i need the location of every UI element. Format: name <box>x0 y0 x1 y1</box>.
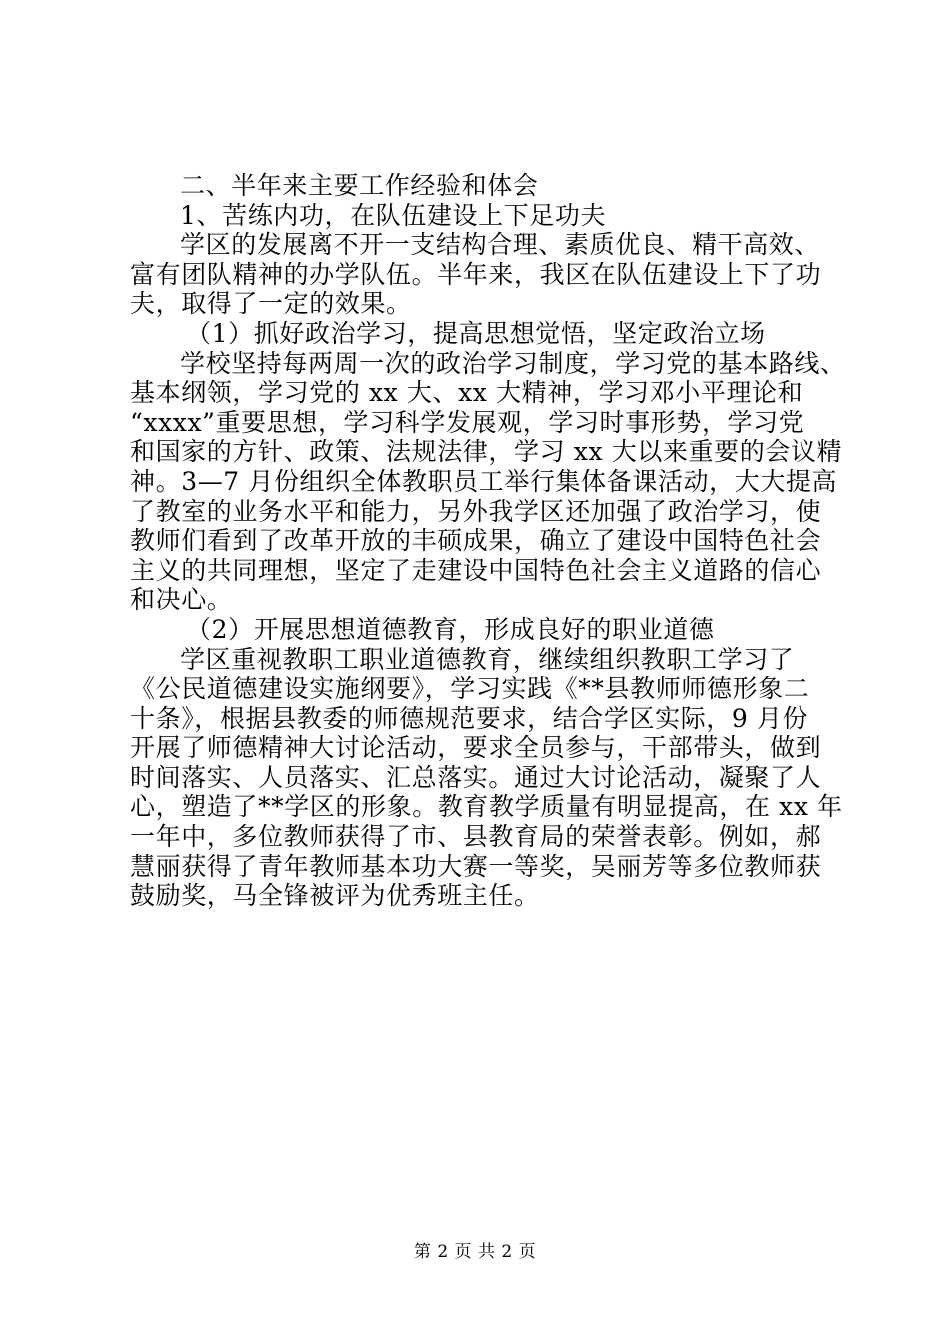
text-line: 一年中，多位教师获得了市、县教育局的荣誉表彰。例如，郝 <box>130 822 822 852</box>
text-line: 开展了师德精神大讨论活动，要求全员参与，干部带头，做到 <box>130 733 822 763</box>
text-line: 学校坚持每两周一次的政治学习制度，学习党的基本路线、 <box>180 348 846 378</box>
text-line: 学区的发展离不开一支结构合理、素质优良、精干高效、 <box>180 230 821 260</box>
text-line: 和国家的方针、政策、法规法律，学习 xx 大以来重要的会议精 <box>130 437 843 467</box>
item-heading: （2）开展思想道德教育，形成良好的职业道德 <box>186 614 715 644</box>
page-number-footer: 第 2 页 共 2 页 <box>413 1242 537 1262</box>
text-line: 十条》，根据县教委的师德规范要求，结合学区实际，9 月份 <box>130 703 809 733</box>
paragraph <box>130 348 846 615</box>
paragraph <box>130 644 843 911</box>
document-body <box>130 171 846 911</box>
section-heading: 二、半年来主要工作经验和体会 <box>180 171 539 200</box>
text-line: 时间落实、人员落实、汇总落实。通过大讨论活动，凝聚了人 <box>130 762 822 792</box>
text-line: 和决心。 <box>130 585 233 615</box>
text-line: 学区重视教职工职业道德教育，继续组织教职工学习了 <box>180 644 795 674</box>
item-heading: （1）抓好政治学习，提高思想觉悟，坚定政治立场 <box>186 318 766 348</box>
text-line: 心，塑造了**学区的形象。教育教学质量有明显提高，在 xx 年 <box>130 792 843 822</box>
text-line: 鼓励奖，马全锋被评为优秀班主任。 <box>130 881 540 911</box>
text-line: “xxxx”重要思想，学习科学发展观，学习时事形势，学习党 <box>130 407 805 437</box>
text-line: 《公民道德建设实施纲要》，学习实践《**县教师师德形象二 <box>130 674 810 704</box>
text-line: 教师们看到了改革开放的丰硕成果，确立了建设中国特色社会 <box>130 526 822 556</box>
text-line: 主义的共同理想，坚定了走建设中国特色社会主义道路的信心 <box>130 555 822 585</box>
text-line: 了教室的业务水平和能力，另外我学区还加强了政治学习，使 <box>130 496 822 526</box>
text-line: 富有团队精神的办学队伍。半年来，我区在队伍建设上下了功 <box>130 259 822 289</box>
subsection-heading: 1、苦练内功，在队伍建设上下足功夫 <box>180 200 607 230</box>
text-line: 夫，取得了一定的效果。 <box>130 289 412 319</box>
text-line: 慧丽获得了青年教师基本功大赛一等奖，吴丽芳等多位教师获 <box>130 851 822 881</box>
paragraph <box>130 230 830 319</box>
text-line: 基本纲领，学习党的 xx 大、xx 大精神，学习邓小平理论和 <box>130 378 804 408</box>
text-line: 神。3—7 月份组织全体教职员工举行集体备课活动，大大提高 <box>130 466 838 496</box>
